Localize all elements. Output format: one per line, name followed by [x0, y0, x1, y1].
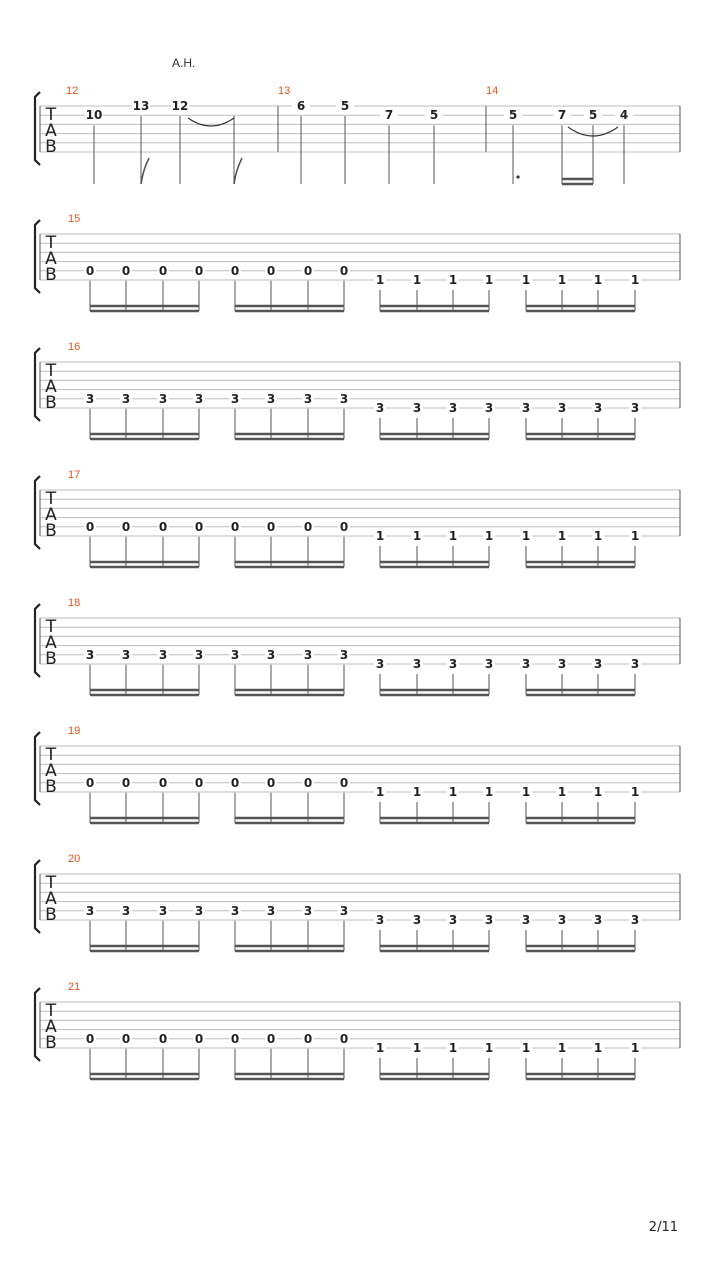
measure-number: 16 [68, 341, 81, 353]
fret-number: 1 [593, 785, 603, 799]
fret-number: 3 [484, 401, 494, 415]
fret-number: 5 [429, 108, 439, 123]
tab-clef-letter: A [45, 121, 57, 141]
fret-number: 3 [557, 657, 567, 671]
fret-number: 1 [412, 273, 422, 287]
fret-number: 3 [339, 391, 349, 406]
system-4-bracket [35, 476, 40, 549]
fret-number: 3 [375, 913, 385, 927]
fret-number: 0 [266, 775, 276, 790]
fret-number: 0 [230, 263, 240, 278]
tab-clef-letter: A [45, 377, 57, 397]
fret-number: 3 [339, 647, 349, 662]
fret-number: 3 [303, 647, 313, 662]
fret-number: 3 [266, 647, 276, 662]
fret-number: 0 [303, 775, 313, 790]
eighth-flag [141, 158, 149, 184]
fret-number: 1 [521, 273, 531, 287]
fret-number: 0 [303, 519, 313, 534]
fret-number: 3 [121, 391, 131, 406]
fret-number: 3 [448, 401, 458, 415]
tab-clef-letter: B [45, 265, 57, 285]
fret-number: 5 [340, 99, 350, 113]
fret-number: 0 [194, 519, 204, 534]
tab-clef-letter: T [45, 489, 57, 509]
fret-number: 3 [521, 913, 531, 927]
system-6-bracket [35, 732, 40, 805]
fret-number: 3 [121, 647, 131, 662]
fret-number: 0 [158, 775, 168, 790]
tab-clef-letter: T [45, 1001, 57, 1021]
fret-number: 0 [85, 263, 95, 278]
fret-number: 1 [630, 273, 640, 287]
fret-number: 0 [339, 263, 349, 278]
fret-number: 1 [557, 273, 567, 287]
fret-number: 0 [230, 1031, 240, 1046]
fret-number: 3 [412, 657, 422, 671]
fret-number: 3 [484, 913, 494, 927]
fret-number: 1 [521, 1041, 531, 1055]
fret-number: 0 [85, 775, 95, 790]
fret-number: 0 [339, 1031, 349, 1046]
tab-clef-letter: B [45, 777, 57, 797]
fret-number: 1 [557, 529, 567, 543]
fret-number: 0 [230, 519, 240, 534]
eighth-flag [234, 158, 242, 184]
measure-number: 13 [278, 85, 291, 97]
measure-number: 21 [68, 981, 81, 993]
fret-number: 12 [171, 99, 189, 113]
tab-clef-letter: T [45, 745, 57, 765]
tab-clef-letter: B [45, 137, 57, 157]
measure-number: 20 [68, 853, 81, 865]
fret-number: 3 [412, 913, 422, 927]
fret-number: 3 [158, 647, 168, 662]
tab-clef-letter: T [45, 233, 57, 253]
fret-number: 1 [484, 1041, 494, 1055]
tab-clef-letter: A [45, 633, 57, 653]
fret-number: 0 [194, 775, 204, 790]
fret-number: 3 [412, 401, 422, 415]
fret-number: 1 [412, 1041, 422, 1055]
tab-clef-letter: A [45, 889, 57, 909]
measure-number: 14 [486, 85, 499, 97]
fret-number: 1 [448, 1041, 458, 1055]
fret-number: 0 [121, 775, 131, 790]
fret-number: 0 [158, 519, 168, 534]
fret-number: 3 [593, 657, 603, 671]
system-3-bracket [35, 348, 40, 421]
fret-number: 1 [375, 1041, 385, 1055]
fret-number: 0 [303, 1031, 313, 1046]
fret-number: 3 [121, 903, 131, 918]
fret-number: 1 [375, 785, 385, 799]
fret-number: 3 [448, 657, 458, 671]
fret-number: 1 [412, 529, 422, 543]
fret-number: 1 [593, 273, 603, 287]
fret-number: 1 [630, 785, 640, 799]
fret-number: 13 [132, 99, 150, 113]
fret-number: 0 [303, 263, 313, 278]
fret-number: 10 [85, 108, 103, 123]
fret-number: 3 [448, 913, 458, 927]
fret-number: 6 [296, 99, 306, 113]
tab-clef-letter: B [45, 393, 57, 413]
fret-number: 3 [266, 391, 276, 406]
fret-number: 3 [630, 657, 640, 671]
fret-number: 3 [593, 401, 603, 415]
tab-clef-letter: T [45, 105, 57, 125]
fret-number: 1 [484, 785, 494, 799]
tab-clef-letter: A [45, 1017, 57, 1037]
fret-number: 3 [230, 903, 240, 918]
system-1-bracket [35, 92, 40, 165]
fret-number: 1 [557, 785, 567, 799]
fret-number: 1 [448, 785, 458, 799]
fret-number: 3 [557, 401, 567, 415]
fret-number: 3 [375, 657, 385, 671]
fret-number: 3 [230, 391, 240, 406]
fret-number: 3 [85, 647, 95, 662]
fret-number: 3 [521, 657, 531, 671]
tab-clef-letter: B [45, 649, 57, 669]
system-5-bracket [35, 604, 40, 677]
fret-number: 1 [448, 529, 458, 543]
fret-number: 3 [158, 391, 168, 406]
system-7-bracket [35, 860, 40, 933]
tab-clef-letter: T [45, 617, 57, 637]
fret-number: 3 [630, 401, 640, 415]
fret-number: 3 [230, 647, 240, 662]
fret-number: 1 [484, 529, 494, 543]
tab-clef-letter: B [45, 905, 57, 925]
tab-clef-letter: T [45, 361, 57, 381]
fret-number: 0 [266, 1031, 276, 1046]
fret-number: 7 [557, 108, 567, 123]
fret-number: 3 [85, 903, 95, 918]
fret-number: 0 [194, 263, 204, 278]
fret-number: 1 [630, 529, 640, 543]
fret-number: 1 [412, 785, 422, 799]
fret-number: 1 [448, 273, 458, 287]
measure-number: 19 [68, 725, 81, 737]
tab-clef-letter: B [45, 521, 57, 541]
fret-number: 3 [303, 391, 313, 406]
fret-number: 3 [158, 903, 168, 918]
fret-number: 3 [194, 391, 204, 406]
fret-number: 3 [484, 657, 494, 671]
tab-clef-letter: A [45, 505, 57, 525]
fret-number: 0 [266, 519, 276, 534]
fret-number: 3 [266, 903, 276, 918]
system-8-bracket [35, 988, 40, 1061]
fret-number: 3 [521, 401, 531, 415]
fret-number: 3 [375, 401, 385, 415]
fret-number: 1 [484, 273, 494, 287]
page-number: 2/11 [648, 1220, 678, 1235]
fret-number: 4 [619, 108, 629, 123]
fret-number: 1 [521, 785, 531, 799]
fret-number: 3 [194, 903, 204, 918]
fret-number: 3 [194, 647, 204, 662]
fret-number: 3 [630, 913, 640, 927]
fret-number: 1 [521, 529, 531, 543]
tab-clef-letter: A [45, 761, 57, 781]
measure-number: 18 [68, 597, 81, 609]
fret-number: 3 [339, 903, 349, 918]
fret-number: 0 [85, 519, 95, 534]
fret-number: 1 [593, 529, 603, 543]
fret-number: 0 [85, 1031, 95, 1046]
tab-clef-letter: T [45, 873, 57, 893]
fret-number: 0 [158, 263, 168, 278]
fret-number: 5 [588, 108, 598, 123]
fret-number: 7 [384, 108, 394, 123]
fret-number: 1 [375, 529, 385, 543]
fret-number: 1 [375, 273, 385, 287]
fret-number: 1 [557, 1041, 567, 1055]
fret-number: 0 [266, 263, 276, 278]
fret-number: 3 [303, 903, 313, 918]
fret-number: 3 [593, 913, 603, 927]
fret-number: 0 [339, 775, 349, 790]
fret-number: 1 [593, 1041, 603, 1055]
fret-number: 5 [508, 108, 518, 123]
tab-clef-letter: B [45, 1033, 57, 1053]
fret-number: 0 [121, 1031, 131, 1046]
fret-number: 1 [630, 1041, 640, 1055]
fret-number: 0 [158, 1031, 168, 1046]
artificial-harmonic-annotation: A.H. [172, 56, 196, 70]
fret-number: 3 [557, 913, 567, 927]
system-2-bracket [35, 220, 40, 293]
fret-number: 3 [85, 391, 95, 406]
fret-number: 0 [121, 263, 131, 278]
augmentation-dot [516, 175, 519, 178]
measure-number: 17 [68, 469, 81, 481]
measure-number: 12 [66, 85, 79, 97]
fret-number: 0 [230, 775, 240, 790]
measure-number: 15 [68, 213, 81, 225]
fret-number: 0 [194, 1031, 204, 1046]
fret-number: 0 [121, 519, 131, 534]
tab-clef-letter: A [45, 249, 57, 269]
fret-number: 0 [339, 519, 349, 534]
